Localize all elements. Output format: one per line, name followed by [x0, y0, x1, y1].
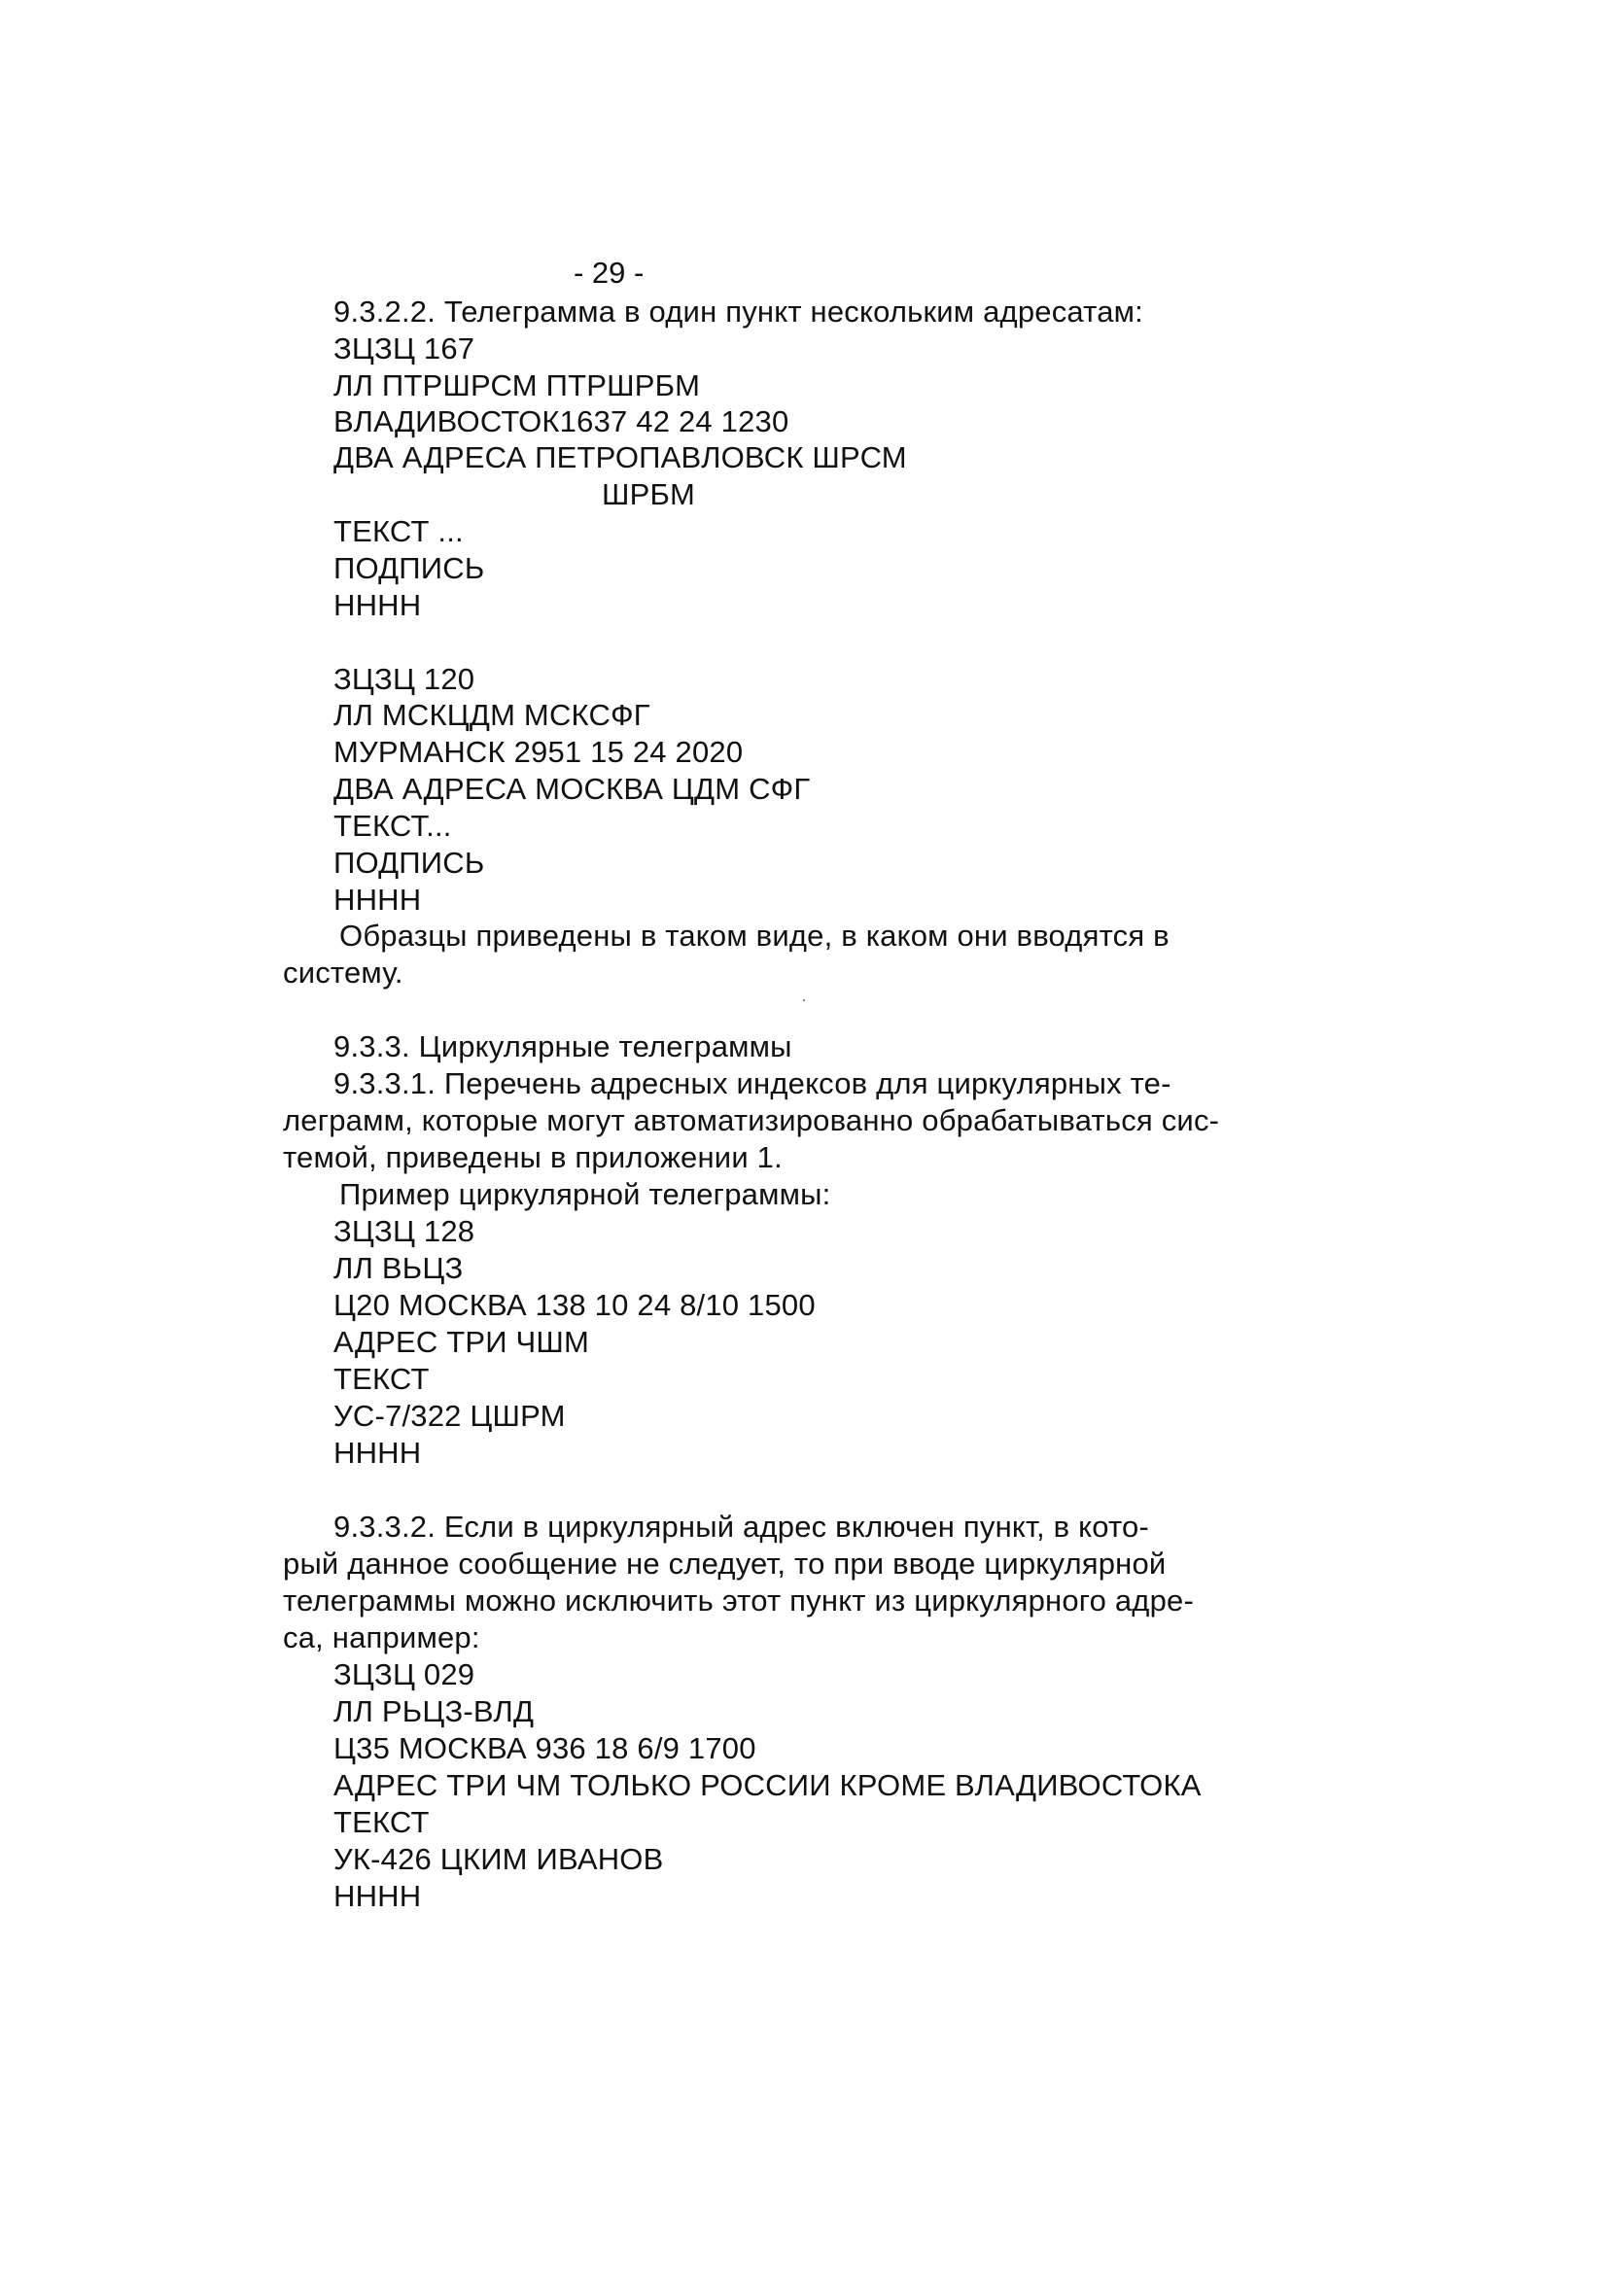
- message-line: ТЕКСТ: [333, 1805, 430, 1839]
- message-line: НННН: [333, 1879, 422, 1913]
- message-line: УК-426 ЦКИМ ИВАНОВ: [333, 1842, 664, 1876]
- message-line: УС-7/322 ЦШРМ: [333, 1399, 566, 1433]
- message-line: НННН: [333, 588, 422, 622]
- message-line: ТЕКСТ...: [333, 809, 452, 843]
- message-line: ЗЦЗЦ 120: [333, 662, 475, 696]
- message-line: ШРБМ: [602, 477, 696, 511]
- section-heading: 9.3.3. Циркулярные телеграммы: [333, 1029, 792, 1063]
- message-line: ЗЦЗЦ 029: [333, 1657, 475, 1691]
- paragraph-line: рый данное сообщение не следует, то при вводе циркулярной: [283, 1547, 1167, 1581]
- message-line: ЛЛ ПТРШРСМ ПТРШРБМ: [333, 368, 701, 402]
- message-line: Ц35 МОСКВА 936 18 6/9 1700: [333, 1731, 756, 1765]
- message-line: ЛЛ РЬЦЗ-ВЛД: [333, 1694, 535, 1728]
- paragraph-line: леграмм, которые могут автоматизированно обрабатываться сис-: [283, 1103, 1220, 1137]
- paragraph-line: 9.3.3.1. Перечень адресных индексов для циркулярных те-: [333, 1066, 1171, 1100]
- message-line: ПОДПИСЬ: [333, 846, 485, 880]
- message-line: НННН: [333, 883, 422, 917]
- message-line: ПОДПИСЬ: [333, 551, 485, 585]
- message-line: МУРМАНСК 2951 15 24 2020: [333, 735, 744, 769]
- message-line: АДРЕС ТРИ ЧМ ТОЛЬКО РОССИИ КРОМЕ ВЛАДИВОСТОКА: [333, 1768, 1202, 1802]
- scan-speck: [803, 999, 805, 1001]
- message-line: ЛЛ ВЬЦЗ: [333, 1251, 464, 1285]
- message-line: ВЛАДИВОСТОК1637 42 24 1230: [333, 404, 789, 438]
- message-line: НННН: [333, 1436, 422, 1470]
- section-heading: 9.3.2.2. Телеграмма в один пункт нескольким адресатам:: [333, 295, 1143, 329]
- message-line: ЗЦЗЦ 128: [333, 1214, 475, 1248]
- page-number: - 29 -: [574, 256, 645, 290]
- message-line: ТЕКСТ: [333, 1362, 430, 1396]
- message-line: ДВА АДРЕСА МОСКВА ЦДМ СФГ: [333, 772, 811, 806]
- message-line: Ц20 МОСКВА 138 10 24 8/10 1500: [333, 1288, 816, 1322]
- paragraph-line: систему.: [283, 956, 403, 990]
- message-line: ЗЦЗЦ 167: [333, 331, 475, 365]
- paragraph-line: телеграммы можно исключить этот пункт из циркулярного адре-: [283, 1583, 1194, 1618]
- paragraph-line: Пример циркулярной телеграммы:: [339, 1177, 831, 1211]
- paragraph-line: 9.3.3.2. Если в циркулярный адрес включен пункт, в кото-: [333, 1510, 1149, 1544]
- message-line: ДВА АДРЕСА ПЕТРОПАВЛОВСК ШРСМ: [333, 440, 907, 474]
- message-line: ТЕКСТ ...: [333, 514, 464, 548]
- paragraph-line: са, например:: [283, 1620, 480, 1654]
- message-line: ЛЛ МСКЦДМ МСКСФГ: [333, 698, 650, 732]
- paragraph-line: темой, приведены в приложении 1.: [283, 1140, 783, 1174]
- message-line: АДРЕС ТРИ ЧШМ: [333, 1325, 590, 1359]
- paragraph-line: Образцы приведены в таком виде, в каком они вводятся в: [339, 919, 1170, 953]
